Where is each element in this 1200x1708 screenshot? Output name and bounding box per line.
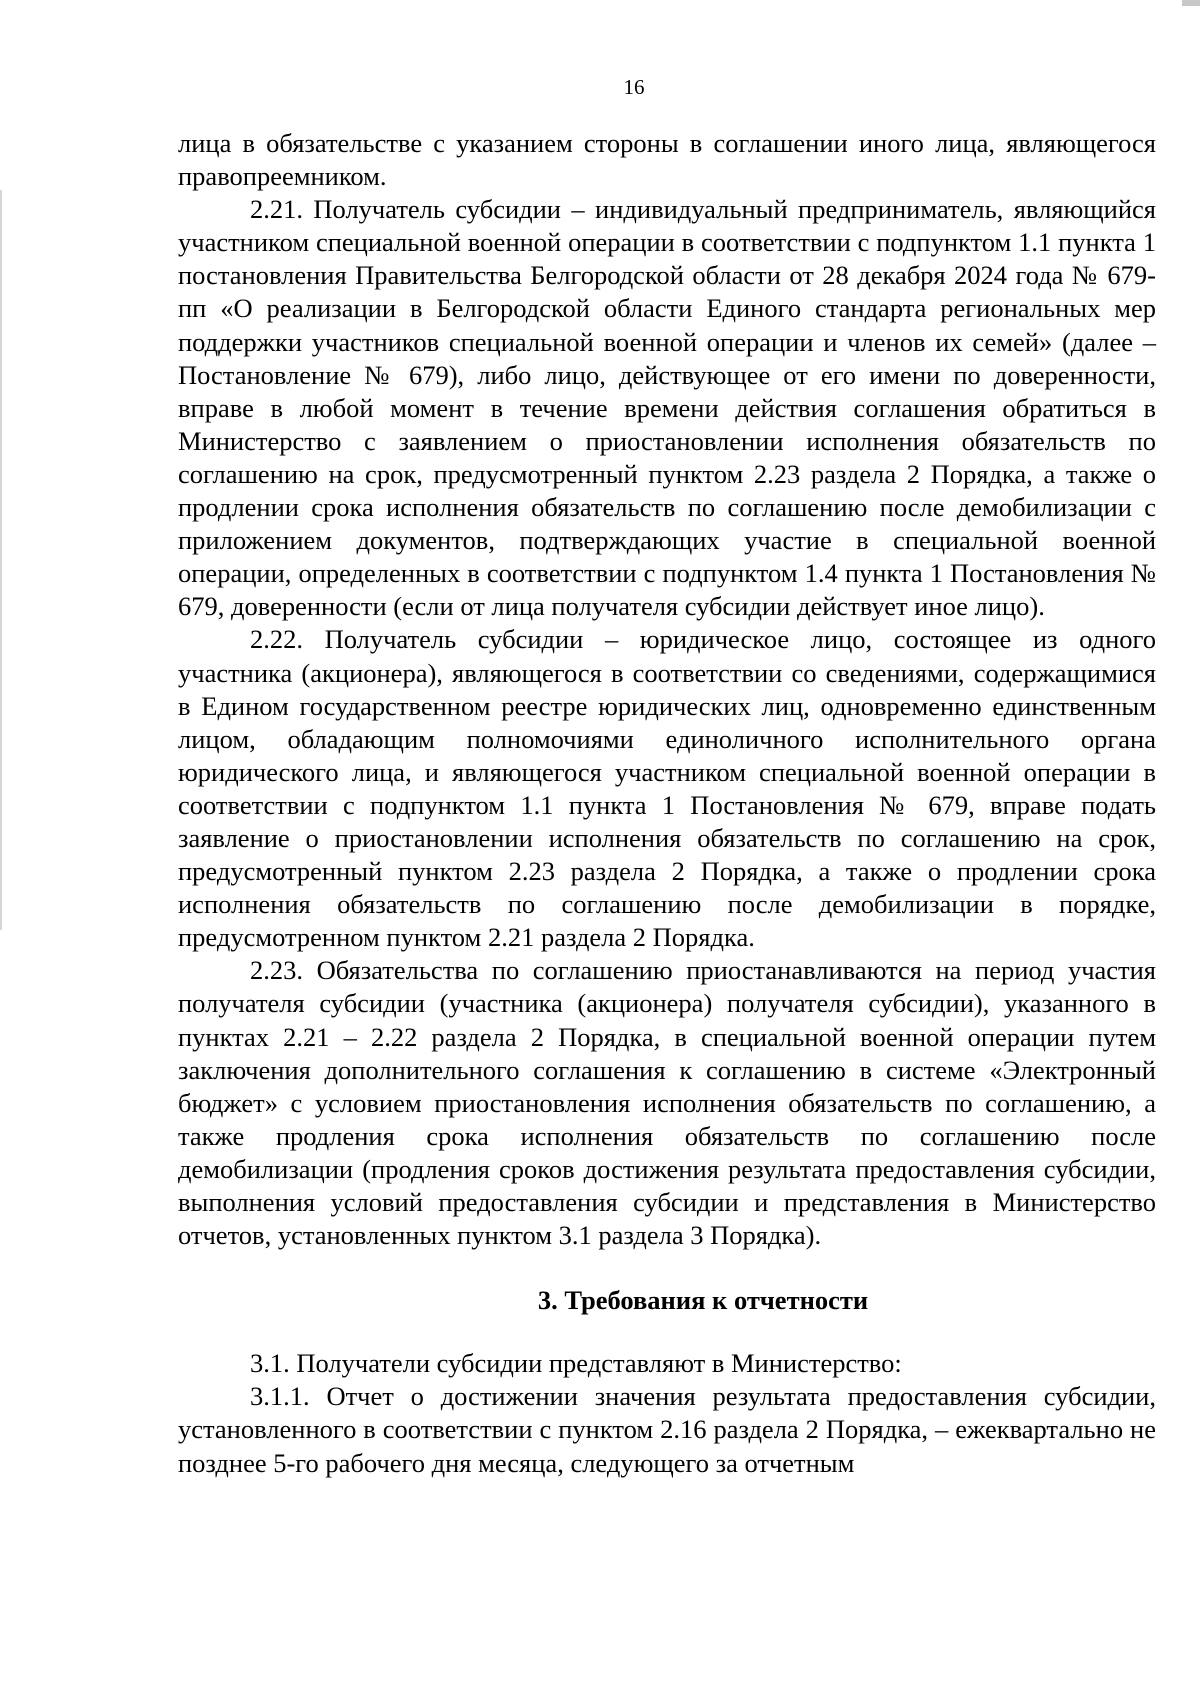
paragraph-2-23: 2.23. Обязательства по соглашению приостанавливаются на период участия получателя субсидии (участника (акционера) получателя субсидии), указанного в пунктах 2.21 – 2.22 раздела 2 Порядка, в специальной военной операции путем заключения дополнительного соглашения к соглашению в системе «Электронный бюджет» с условием приостановления исполнения обязательств по соглашению, а также продления срока исполнения обязательств по соглашению после демобилизации (продления сроков достижения результата предоставления субсидии, выполнения условий предоставления субсидии и представления в Министерство отчетов, установленных пунктом 3.1 раздела 3 Порядка).	[178, 955, 1156, 1251]
paragraph-2-22: 2.22. Получатель субсидии – юридическое лицо, состоящее из одного участника (акционера), являющегося в соответствии со сведениями, содержащимися в Едином государственном реестре юридических лиц, одновременно единственным лицом, обладающим полномочиями единоличного исполнительного органа юридического лица, и являющегося участником специальной военной операции в соответствии с подпунктом 1.1 пункта 1 Постановления № 679, вправе подать заявление о приостановлении исполнения обязательств по соглашению на срок, предусмотренный пунктом 2.23 раздела 2 Порядка, а также о продлении срока исполнения обязательств по соглашению после демобилизации в порядке, предусмотренном пунктом 2.21 раздела 2 Порядка.	[178, 624, 1156, 953]
paragraph-3-1: 3.1. Получатели субсидии представляют в Министерство:	[250, 1348, 902, 1379]
paragraph-3-1-1: 3.1.1. Отчет о достижении значения результата предоставления субсидии, установленного в соответствии с пунктом 2.16 раздела 2 Порядка, – ежеквартально не позднее 5-го рабочего дня месяца, следующего за отчетным	[178, 1381, 1156, 1478]
scan-edge-mark	[0, 190, 2, 930]
paragraph-continuation: лица в обязательстве с указанием стороны в соглашении иного лица, являющегося правопреемником.	[178, 128, 1156, 192]
scan-corner-mark	[1182, 0, 1200, 6]
page-number: 16	[623, 75, 645, 99]
section-heading: 3. Требования к отчетности	[537, 1285, 869, 1316]
document-body	[178, 127, 1156, 1480]
paragraph-2-21: 2.21. Получатель субсидии – индивидуальный предприниматель, являющийся участником специальной военной операции в соответствии с подпунктом 1.1 пункта 1 постановления Правительства Белгородской области от 28 декабря 2024 года № 679-пп «О реализации в Белгородской области Единого стандарта региональных мер поддержки участников специальной военной операции и членов их семей» (далее – Постановление № 679), либо лицо, действующее от его имени по доверенности, вправе в любой момент в течение времени действия соглашения обратиться в Министерство с заявлением о приостановлении исполнения обязательств по соглашению на срок, предусмотренный пунктом 2.23 раздела 2 Порядка, а также о продлении срока исполнения обязательств по соглашению после демобилизации с приложением документов, подтверждающих участие в специальной военной операции, определенных в соответствии с подпунктом 1.4 пункта 1 Постановления № 679, доверенности (если от лица получателя субсидии действует иное лицо).	[178, 194, 1156, 622]
